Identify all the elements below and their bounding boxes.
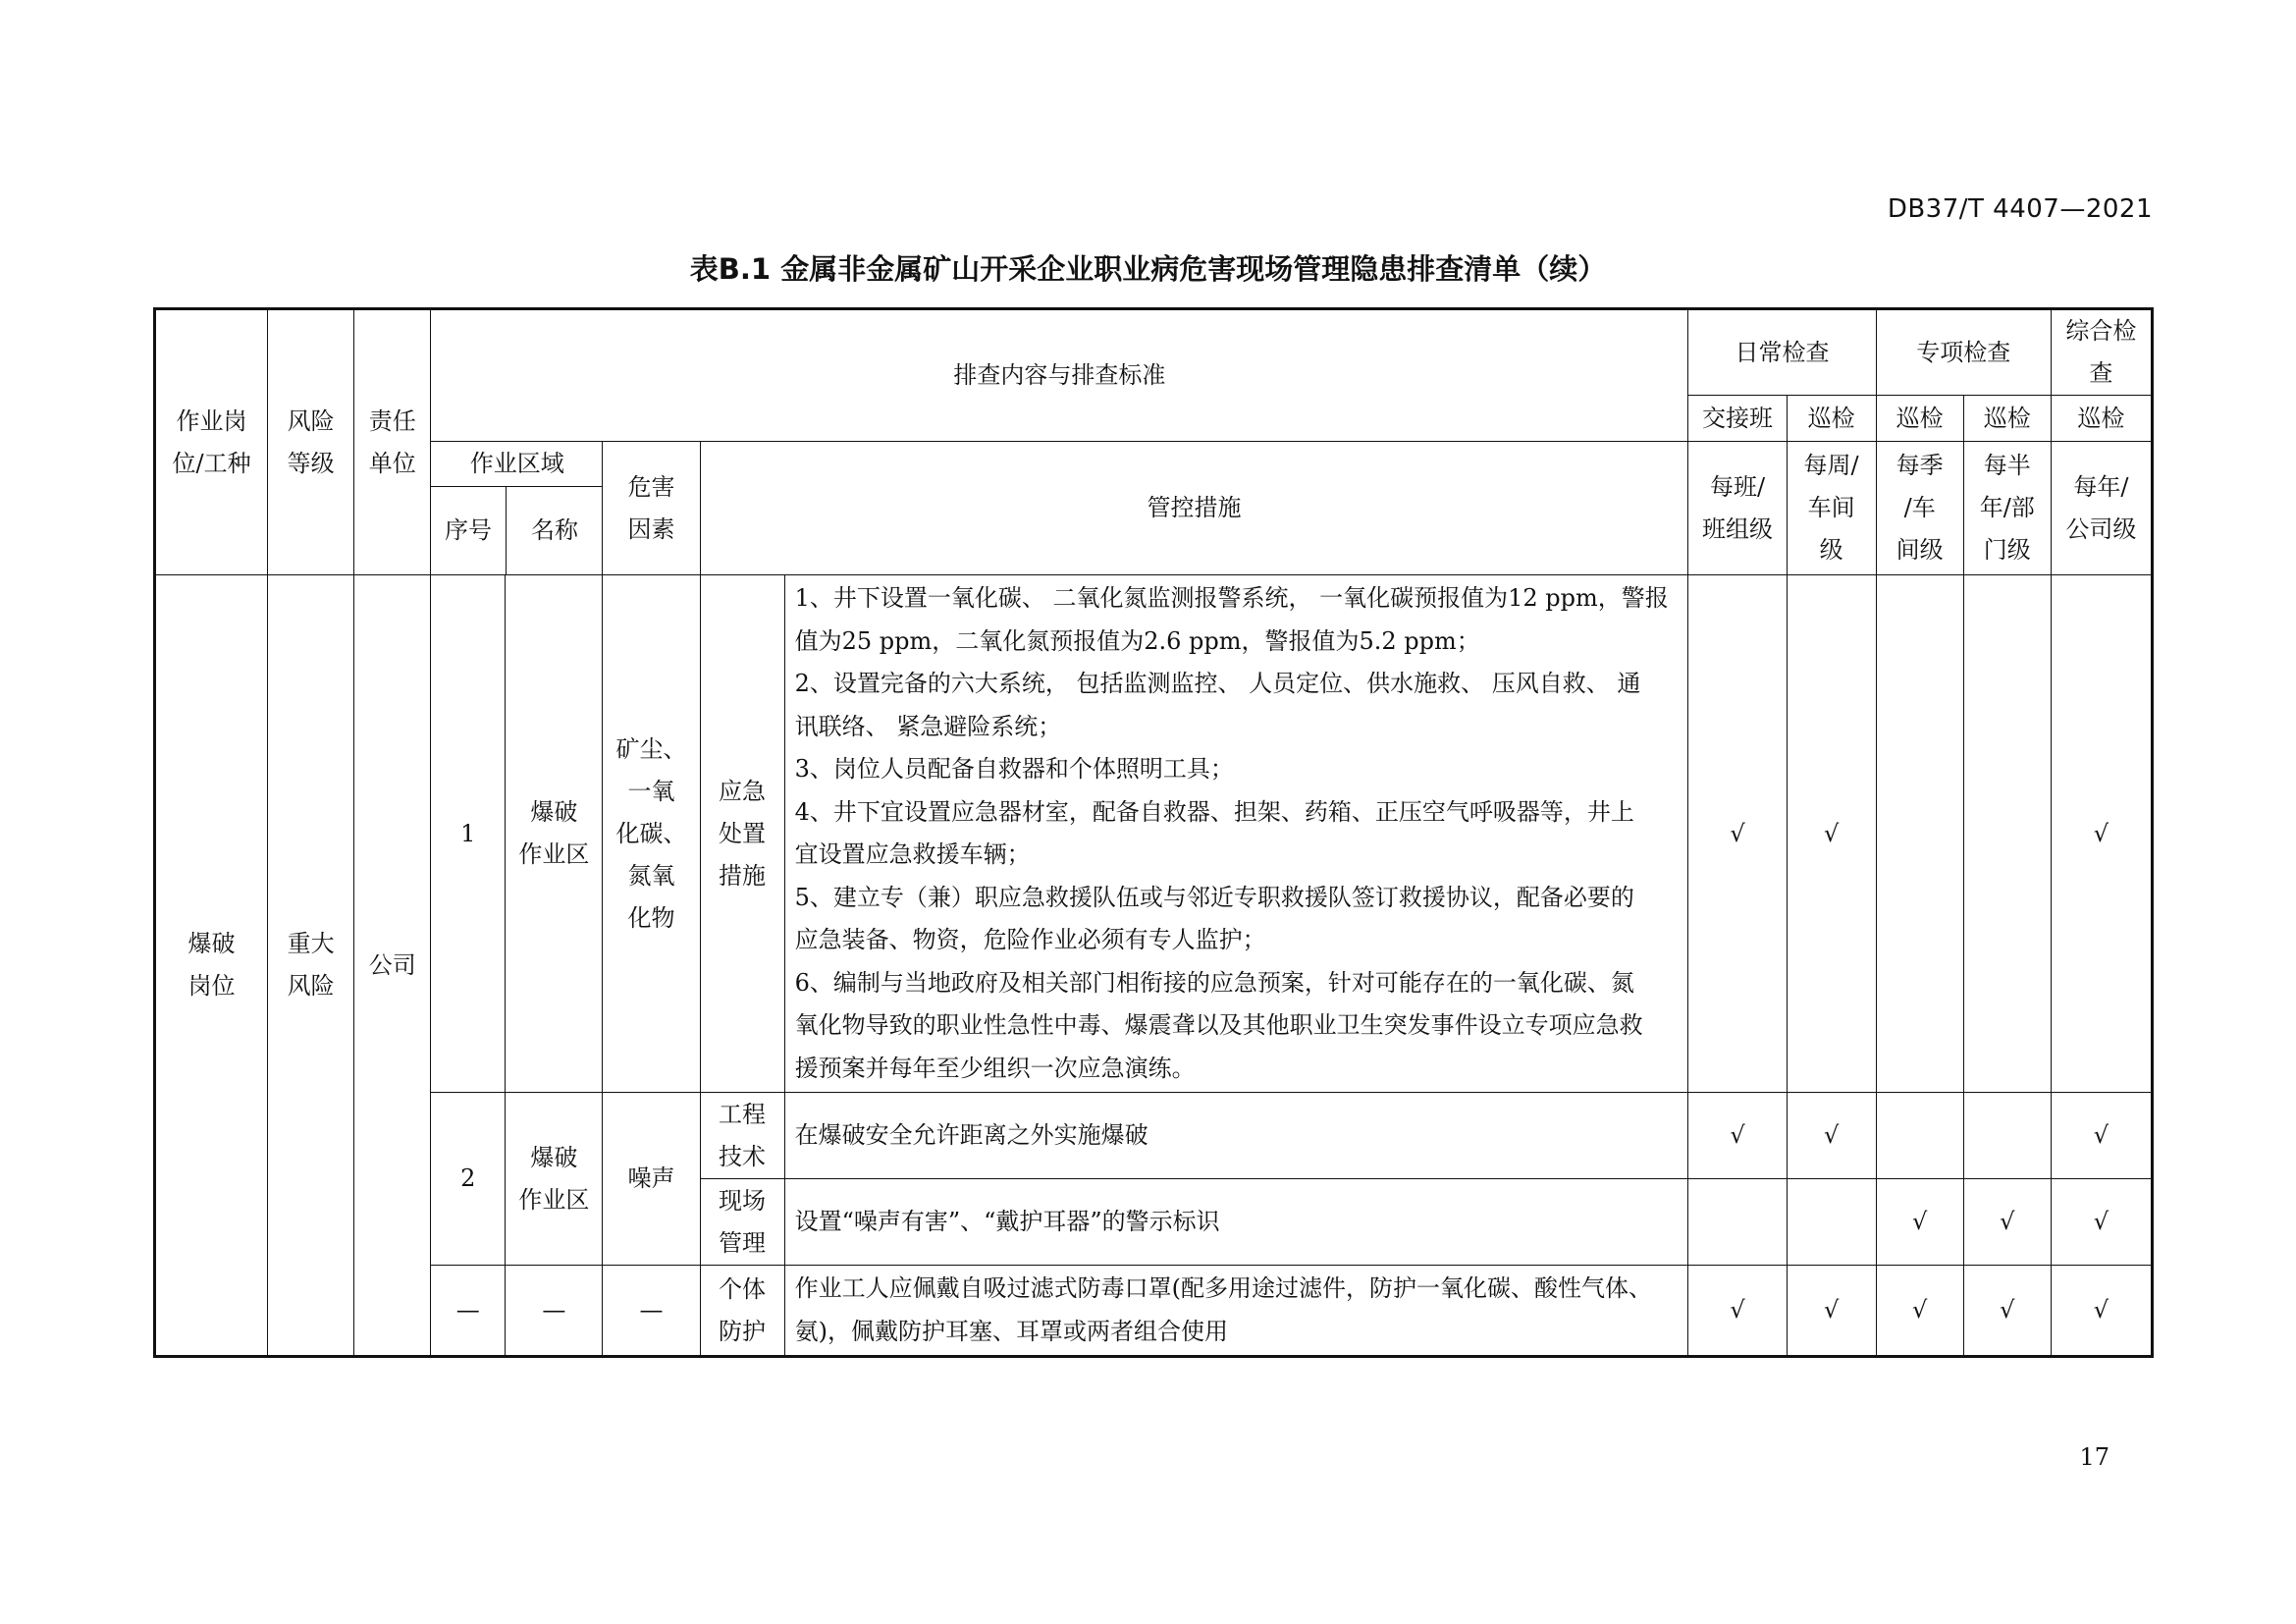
header-patrol-4: 巡检	[2051, 396, 2152, 442]
header-freq-halfyear: 每半 年/部 门级	[1963, 442, 2051, 575]
header-responsible-unit: 责任 单位	[354, 309, 431, 575]
document-id: DB37/T 4407—2021	[1887, 194, 2153, 224]
header-patrol-1: 巡检	[1787, 396, 1876, 442]
row2-area-name: 爆破 作业区	[506, 1093, 603, 1266]
check-mark: √	[2051, 1179, 2152, 1266]
post-name: 爆破 岗位	[155, 575, 268, 1357]
row2a-category: 工程 技术	[700, 1093, 784, 1179]
check-mark: √	[1876, 1266, 1963, 1357]
check-mark	[1787, 1179, 1876, 1266]
check-mark	[1688, 1179, 1787, 1266]
check-mark: √	[1963, 1266, 2051, 1357]
header-hazard-factor: 危害 因素	[603, 442, 700, 575]
header-risk-level: 风险 等级	[268, 309, 354, 575]
header-special-check: 专项检查	[1876, 309, 2051, 396]
check-mark	[1963, 1093, 2051, 1179]
row3-area-name: —	[506, 1266, 603, 1357]
header-comprehensive-check: 综合检 查	[2051, 309, 2152, 396]
row3-seq: —	[431, 1266, 506, 1357]
check-mark: √	[2051, 1266, 2152, 1357]
check-mark	[1876, 1093, 1963, 1179]
check-mark: √	[1787, 575, 1876, 1093]
risk-level: 重大 风险	[268, 575, 354, 1357]
header-row-3	[155, 442, 2153, 575]
table-title: 表B.1 金属非金属矿山开采企业职业病危害现场管理隐患排查清单（续）	[689, 252, 1607, 286]
header-work-area-label: 作业区域	[431, 442, 603, 486]
header-patrol-2: 巡检	[1876, 396, 1963, 442]
check-mark: √	[2051, 575, 2152, 1093]
check-mark: √	[1688, 1093, 1787, 1179]
check-mark: √	[1688, 575, 1787, 1093]
check-mark: √	[1963, 1179, 2051, 1266]
header-inspection-content: 排查内容与排查标准	[431, 309, 1688, 442]
check-mark: √	[1688, 1266, 1787, 1357]
check-mark	[1963, 575, 2051, 1093]
header-area-name: 名称	[531, 515, 578, 544]
header-daily-check: 日常检查	[1688, 309, 1876, 396]
header-control-measures: 管控措施	[700, 442, 1688, 575]
hazard-checklist-table	[153, 307, 2154, 1358]
row3-hazard: —	[603, 1266, 700, 1357]
row2-seq: 2	[431, 1093, 506, 1266]
table-row	[155, 575, 2153, 1093]
header-freq-quarter: 每季 /车 间级	[1876, 442, 1963, 575]
header-work-area	[431, 442, 603, 575]
header-freq-week: 每周/ 车间 级	[1787, 442, 1876, 575]
row1-category: 应急 处置 措施	[700, 575, 784, 1093]
row3-measure: 作业工人应佩戴自吸过滤式防毒口罩(配多用途过滤件，防护一氧化碳、酸性气体、 氨)，佩戴防护耳塞、耳罩或两者组合使用	[784, 1266, 1688, 1357]
header-freq-year: 每年/ 公司级	[2051, 442, 2152, 575]
table-row	[155, 1266, 2153, 1357]
check-mark: √	[2051, 1093, 2152, 1179]
row2a-measure: 在爆破安全允许距离之外实施爆破	[784, 1093, 1688, 1179]
row1-area-name: 爆破 作业区	[506, 575, 603, 1093]
header-seq: 序号	[431, 486, 506, 574]
header-post: 作业岗 位/工种	[155, 309, 268, 575]
row2b-measure: 设置“噪声有害”、“戴护耳器”的警示标识	[784, 1179, 1688, 1266]
check-mark: √	[1876, 1179, 1963, 1266]
row1-seq: 1	[431, 575, 506, 1093]
row1-hazard: 矿尘、 一氧 化碳、 氮氧 化物	[603, 575, 700, 1093]
header-patrol-3: 巡检	[1963, 396, 2051, 442]
page-number: 17	[2079, 1443, 2109, 1471]
check-mark: √	[1787, 1266, 1876, 1357]
row2b-category: 现场 管理	[700, 1179, 784, 1266]
row1-measures: 1、井下设置一氧化碳、 二氧化氮监测报警系统， 一氧化碳预报值为12 ppm，警报 值为25 ppm，二氧化氮预报值为2.6 ppm，警报值为5.2 ppm； 2、设置完备的六大系统， 包括监测监控、 人员定位、供水施救、 压风自救、 通 讯联络、 紧急避险系统； 3、岗位人员配备自救器和个体照明工具； 4、井下宜设置应急器材室，配备自救器、担架、药箱、正压空气呼吸器等，井上 宜设置应急救援车辆； 5、建立专（兼）职应急救援队伍或与邻近专职救援队签订救援协议，配备必要的 应急装备、物资，危险作业必须有专人监护； 6、编制与当地政府及相关部门相衔接的应急预案，针对可能存在的一氧化碳、氮 氧化物导致的职业性急性中毒、爆震聋以及其他职业卫生突发事件设立专项应急救 援预案并每年至少组织一次应急演练。	[784, 575, 1688, 1093]
responsible-unit: 公司	[354, 575, 431, 1357]
header-shift-handover: 交接班	[1688, 396, 1787, 442]
check-mark: √	[1787, 1093, 1876, 1179]
check-mark	[1876, 575, 1963, 1093]
row2-hazard: 噪声	[603, 1093, 700, 1266]
header-row-1	[155, 309, 2153, 396]
header-freq-shift: 每班/ 班组级	[1688, 442, 1787, 575]
table-row	[155, 1093, 2153, 1179]
row3-category: 个体 防护	[700, 1266, 784, 1357]
